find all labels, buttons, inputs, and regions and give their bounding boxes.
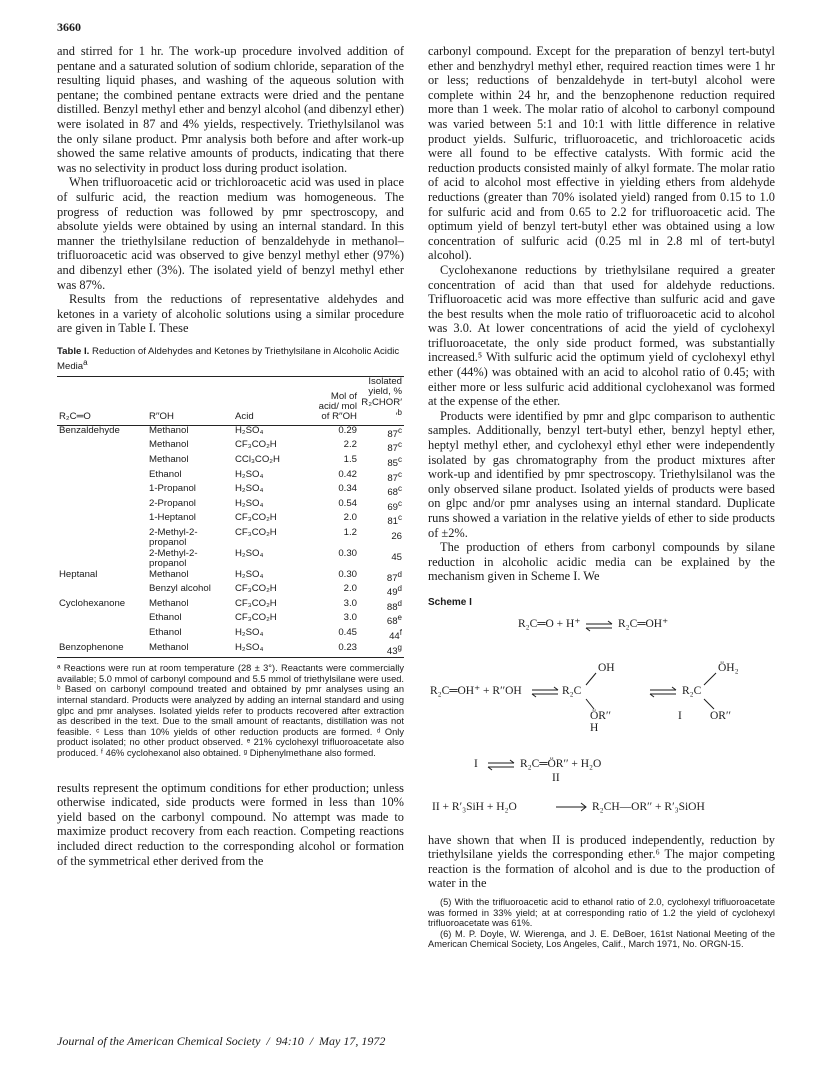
cell-alcohol-text: 2-Methyl-2-propanol: [149, 547, 198, 570]
scheme-intermediate-label: I: [678, 709, 682, 722]
cell-yield: [359, 470, 404, 485]
cell-acid-text: H₂SO₄: [235, 627, 264, 639]
cell-ratio: [307, 584, 359, 599]
column-header-alcohol: R′′OH: [147, 377, 233, 425]
bond-line: [704, 699, 714, 709]
cell-yield: [359, 549, 404, 570]
cell-acid: [233, 613, 307, 628]
page-number: 3660: [57, 20, 81, 34]
cell-ratio: [307, 425, 359, 440]
cell-alcohol: [147, 425, 233, 440]
scheme-eq4-left: II + R′₃SiH + H₂O: [432, 800, 517, 813]
table-row: [57, 643, 404, 658]
cell-ratio: [307, 528, 359, 549]
cell-yield-text: 49: [386, 587, 398, 599]
table-row: [57, 499, 404, 514]
bond-line: [586, 673, 596, 685]
column-header-yield: [359, 377, 404, 425]
scheme-eq2-or: ÖR′′: [590, 709, 612, 722]
cell-carbonyl: [57, 440, 147, 455]
journal-footer: Journal of the American Chemical Society / 94:10 / May 17, 1972: [57, 1034, 386, 1048]
cell-acid-text: CF₃CO₂H: [235, 583, 277, 595]
scheme-eq3-right: R₂C═ÖR′′ + H₂O: [520, 757, 602, 770]
table-row: [57, 584, 404, 599]
cell-alcohol-text: 1-Propanol: [149, 483, 196, 495]
cell-carbonyl: [57, 549, 147, 570]
cell-yield: [359, 425, 404, 440]
results-table: [57, 376, 404, 658]
cell-alcohol-text: Methanol: [149, 454, 189, 466]
cell-alcohol-text: Methanol: [149, 568, 189, 580]
scheme-eq3-left: I: [474, 757, 478, 770]
cell-carbonyl: [57, 470, 147, 485]
cell-ratio-text: 0.42: [338, 468, 357, 480]
cell-yield: [359, 528, 404, 549]
cell-carbonyl-text: Benzophenone: [59, 641, 124, 653]
cell-carbonyl-text: Heptanal: [59, 568, 98, 580]
cell-acid-text: CF₃CO₂H: [235, 512, 277, 524]
left-column: [57, 44, 404, 868]
body-paragraph: and stirred for 1 hr. The work-up procedure involved addition of pentane and a saturated solution of sodium chloride, separation of the resulting liquid phases, and washing of the aqueous solution with pentane; the combined pentane extracts were dried and the pentane distilled. Benzyl methyl ether and benzyl alcohol (and dibenzyl ether) were isolated in 87 and 4% yields, respectively. Triethylsilanol was the only silane product. Pmr analysis both before and after work-up showed the same relative amounts of products, indicating that there was no selectivity in product loss during product isolation.: [57, 44, 404, 175]
cell-yield-text: 45: [391, 552, 402, 564]
body-paragraph: The production of ethers from carbonyl compounds by silane reduction in alcoholic acidic media can be explained by the mechanism given in Scheme I. We: [428, 540, 775, 584]
yield-footnote-marker: d: [397, 598, 402, 608]
yield-footnote-marker: c: [398, 469, 402, 479]
cell-yield-text: 43: [386, 645, 398, 657]
cell-acid-text: CCl₃CO₂H: [235, 454, 280, 466]
scheme-eq2-left: R₂C═OH⁺ + R′′OH: [430, 684, 522, 697]
reference-5: (5) With the trifluoroacetic acid to ethanol ratio of 2.0, cyclohexyl trifluoroacetate was formed in 33% yield; at at corresponding ratio of 1.2 the yield of cyclohexyl trifluoroacetate was 61%.: [428, 896, 775, 929]
cell-acid-text: H₂SO₄: [235, 568, 264, 580]
cell-yield: [359, 455, 404, 470]
yield-footnote-marker: c: [398, 513, 402, 523]
cell-ratio: [307, 455, 359, 470]
cell-carbonyl: [57, 499, 147, 514]
cell-yield-text: 26: [391, 531, 402, 543]
cell-yield-text: 85: [387, 458, 398, 470]
cell-alcohol-text: Benzyl alcohol: [149, 583, 211, 595]
table-row: [57, 613, 404, 628]
cell-carbonyl: [57, 584, 147, 599]
yield-footnote-marker: e: [397, 613, 402, 623]
cell-yield: [359, 628, 404, 643]
bond-line: [704, 673, 716, 685]
cell-yield: [359, 570, 404, 585]
cell-ratio: [307, 628, 359, 643]
cell-yield: [359, 440, 404, 455]
table-caption-text: Reduction of Aldehydes and Ketones by Triethylsilane in Alcoholic Acidic Media: [57, 345, 400, 373]
cell-acid-text: H₂SO₄: [235, 468, 264, 480]
cell-alcohol: [147, 484, 233, 499]
scheme-eq2-h: H: [590, 721, 599, 734]
cell-alcohol: [147, 584, 233, 599]
reaction-scheme: [428, 611, 775, 881]
body-paragraph: carbonyl compound. Except for the preparation of benzyl tert-butyl ether and benzhydryl methyl ether, required reaction times were 1 hr or less; reductions of benzaldehyde in tert-butyl alcohol were complete within 24 hr, and the benzophenone reduction required more than 1 week. The molar ratio of alcohol to carbonyl compound was varied between 5:1 and 10:1 with little difference in relative product yields. Sulfuric, trifluoroacetic, and trichloroacetic acids were all found to be effective catalysts. With formic acid the reduction products consisted mainly of alkyl formate. The molar ratio of acid to alcohol most effective in yielding ethers from aldehyde reductions (greater than 70% isolated yield) ranged from 0.15 to 1.0 for sulfuric acid and from 0.65 to 2.2 for trifluoroacetic acid. The optimum yield of benzyl tert-butyl ether was obtained using a low concentration of sulfuric acid (0.25 ml in 2.8 ml of tert-butyl alcohol).: [428, 44, 775, 263]
yield-footnote-marker: c: [398, 425, 402, 435]
cell-acid: [233, 628, 307, 643]
cell-alcohol: [147, 455, 233, 470]
column-header-acid: Acid: [233, 377, 307, 425]
cell-carbonyl-text: Cyclohexanone: [59, 597, 126, 609]
cell-ratio-text: 2.0: [343, 512, 357, 524]
cell-ratio: [307, 499, 359, 514]
cell-alcohol: [147, 549, 233, 570]
cell-acid-text: H₂SO₄: [235, 547, 264, 559]
cell-ratio: [307, 599, 359, 614]
column-header-ratio: Mol of acid/ mol of R′′OH: [307, 377, 359, 425]
cell-acid: [233, 570, 307, 585]
cell-alcohol: [147, 570, 233, 585]
cell-ratio-text: 3.0: [343, 597, 357, 609]
cell-alcohol: [147, 628, 233, 643]
cell-ratio-text: 0.54: [338, 497, 357, 509]
body-paragraph: When trifluoroacetic acid or trichloroacetic acid was used in place of sulfuric acid, the reaction medium was homogeneous. The progress of reduction was followed by pmr spectroscopy, and absolute yields were obtained by using an internal standard. In this manner the triethylsilane reduction of benzaldehyde in methanol–trifluoroacetic acid was observed to give benzyl methyl ether (97%) and dibenzyl ether (3%). The isolated yield of benzyl methyl ether was 87%.: [57, 175, 404, 292]
cell-ratio-text: 1.2: [343, 527, 357, 539]
cell-ratio: [307, 484, 359, 499]
cell-alcohol: [147, 513, 233, 528]
cell-ratio: [307, 613, 359, 628]
yield-footnote-marker: c: [398, 455, 402, 465]
cell-acid: [233, 643, 307, 658]
cell-yield: [359, 613, 404, 628]
cell-yield: [359, 484, 404, 499]
yield-footnote-marker: c: [398, 498, 402, 508]
cell-yield: [359, 643, 404, 658]
cell-ratio-text: 2.0: [343, 583, 357, 595]
cell-ratio-text: 0.23: [338, 641, 357, 653]
cell-yield: [359, 599, 404, 614]
cell-ratio: [307, 440, 359, 455]
cell-alcohol-text: 2-Methyl-2-propanol: [149, 527, 198, 549]
yield-footnote-marker: c: [398, 440, 402, 450]
cell-alcohol: [147, 499, 233, 514]
cell-acid: [233, 440, 307, 455]
cell-carbonyl: [57, 455, 147, 470]
cell-carbonyl: [57, 643, 147, 658]
cell-yield-text: 68: [386, 616, 398, 628]
scheme-eq2-or-right: OR′′: [710, 709, 732, 722]
table-row: [57, 528, 404, 549]
bond-line: [586, 699, 594, 709]
yield-footnote-marker: c: [398, 484, 402, 494]
references: [428, 897, 775, 950]
cell-acid: [233, 484, 307, 499]
cell-yield-text: 68: [387, 487, 398, 499]
cell-yield-text: 69: [387, 502, 398, 514]
body-paragraph: Results from the reductions of representative aldehydes and ketones in a variety of alcoholic solutions using a similar procedure are given in Table I. These: [57, 292, 404, 336]
body-paragraph: Cyclohexanone reductions by triethylsilane required a greater concentration of acid than that used for aldehyde reductions. Trifluoroacetic acid was more effective than sulfuric acid and gave the best results when the mole ratio of trifluoroacetic acid to alcohol was 3.0. At lower concentrations of acid the yield of cyclohexyl trifluoroacetate, the only side product formed, was substantially increased.⁵ With sulfuric acid the optimum yield of cyclohexyl ethyl ether (44%) was obtained with an acid to alcohol ratio of 0.45; with either more or less sulfuric acid additional cyclohexanol was formed at the expense of the ether.: [428, 262, 775, 409]
cell-ratio-text: 1.5: [343, 454, 357, 466]
scheme-eq2-carbon: R₂C: [562, 684, 582, 697]
cell-alcohol-text: Methanol: [149, 641, 189, 653]
cell-alcohol: [147, 643, 233, 658]
cell-yield: [359, 499, 404, 514]
table-row: [57, 513, 404, 528]
cell-carbonyl: [57, 425, 147, 440]
scheme-eq2-oh2: ÖH₂: [718, 661, 739, 674]
table-row: [57, 628, 404, 643]
cell-acid-text: H₂SO₄: [235, 424, 264, 436]
cell-carbonyl: [57, 570, 147, 585]
scheme-eq2-carbon-right: R₂C: [682, 684, 702, 697]
cell-alcohol-text: Ethanol: [149, 612, 182, 624]
cell-ratio-text: 0.30: [338, 547, 357, 559]
cell-yield: [359, 584, 404, 599]
table-row: [57, 455, 404, 470]
table-row: [57, 425, 404, 440]
cell-alcohol-text: 1-Heptanol: [149, 512, 196, 524]
cell-ratio: [307, 513, 359, 528]
cell-yield-text: 87: [387, 443, 398, 455]
cell-carbonyl: [57, 484, 147, 499]
body-paragraph: Products were identified by pmr and glpc comparison to authentic samples. Additionally, benzyl tert-butyl ether, benzyl heptyl ether, heptyl methyl ether, and cyclohexyl ethyl ether were independently isolated by gas chromatography from the product mixtures after work-up and identified by pmr spectroscopy. Triethylsilanol was the only observed silane product. Isolated yields of products were based on glpc and/or pmr analyses using an internal standard. Duplicate runs showed a variation in the relative yields of ether to side products of ±2%.: [428, 408, 775, 540]
cell-acid-text: CF₃CO₂H: [235, 597, 277, 609]
cell-ratio-text: 3.0: [343, 612, 357, 624]
cell-ratio-text: 0.30: [338, 568, 357, 580]
cell-acid-text: H₂SO₄: [235, 641, 264, 653]
scheme-eq2-oh: OH: [598, 661, 615, 674]
cell-ratio: [307, 470, 359, 485]
table-caption-footnote-marker: a: [83, 357, 88, 367]
table-row: [57, 549, 404, 570]
column-header-yield-marker: b: [397, 408, 402, 418]
cell-alcohol-text: Ethanol: [149, 627, 182, 639]
column-header-yield-text: Isolated yield, % R₂CHOR′′: [361, 376, 402, 423]
cell-alcohol: [147, 528, 233, 549]
cell-ratio-text: 0.34: [338, 483, 357, 495]
table-caption-label: Table I.: [57, 345, 90, 357]
scheme-eq1-left: R₂C═O + H⁺: [518, 617, 581, 630]
cell-acid: [233, 528, 307, 549]
scheme-arrows: [428, 611, 775, 881]
cell-yield-text: 87: [387, 429, 398, 441]
table-caption: [57, 346, 404, 372]
cell-acid: [233, 470, 307, 485]
yield-footnote-marker: g: [397, 642, 402, 652]
table-footnotes: ᵃ Reactions were run at room temperature (28 ± 3°). Reactants were commercially available; 5.0 mmol of carbonyl compound and 5.5 mmol of triethylsilane were used. ᵇ Based on carbonyl compound treated and obtained by pmr analyses using an internal standard. Products were analyzed by adding an internal standard and using glpc and pmr analyses. Isolated yields refer to products recovered after extraction as described in the text. Due to the small amount of reactants, distillation was not feasible. ᶜ Less than 10% yields of other reduction products are formed. ᵈ Only product isolated; no other product observed. ᵉ 21% cyclohexyl trifluoroacetate also produced. ᶠ 46% cyclohexanol also obtained. ᵍ Diphenylmethane also formed.: [57, 663, 404, 758]
cell-alcohol: [147, 613, 233, 628]
cell-acid: [233, 499, 307, 514]
cell-ratio-text: 0.29: [338, 424, 357, 436]
cell-ratio-text: 0.45: [338, 627, 357, 639]
cell-alcohol-text: Methanol: [149, 597, 189, 609]
cell-alcohol-text: Methanol: [149, 424, 189, 436]
cell-yield-text: 87: [386, 572, 398, 584]
cell-yield-text: 44: [389, 631, 400, 643]
yield-footnote-marker: d: [397, 569, 402, 579]
table-row: [57, 484, 404, 499]
cell-ratio: [307, 549, 359, 570]
table-row: [57, 570, 404, 585]
body-paragraph: have shown that when II is produced independently, reduction by triethylsilane yields the corresponding ether.⁶ The major competing reaction is the formation of alcohol and is due to the production of water in the: [428, 832, 775, 891]
cell-carbonyl: [57, 613, 147, 628]
cell-ratio: [307, 570, 359, 585]
cell-yield-text: 88: [386, 602, 398, 614]
cell-alcohol-text: Ethanol: [149, 468, 182, 480]
table-body: [57, 425, 404, 657]
cell-carbonyl: [57, 599, 147, 614]
cell-ratio: [307, 643, 359, 658]
table-row: [57, 599, 404, 614]
yield-footnote-marker: d: [397, 584, 402, 594]
cell-acid-text: CF₃CO₂H: [235, 439, 277, 451]
cell-acid: [233, 584, 307, 599]
cell-alcohol-text: 2-Propanol: [149, 497, 196, 509]
cell-yield-text: 81: [387, 516, 398, 528]
cell-carbonyl: [57, 628, 147, 643]
cell-acid-text: H₂SO₄: [235, 497, 264, 509]
scheme-title: Scheme I: [428, 596, 472, 608]
cell-alcohol-text: Methanol: [149, 439, 189, 451]
yield-footnote-marker: f: [399, 628, 402, 638]
body-paragraph: results represent the optimum conditions for ether production; unless otherwise indicated, side products were formed in less than 10% yield based on the carbonyl compound. No attempt was made to maximize product recovery from each reaction. Competing reactions included direct reduction to the corresponding alcohol or formation of the symmetrical ether derived from the: [57, 780, 404, 868]
cell-alcohol: [147, 440, 233, 455]
cell-carbonyl: [57, 528, 147, 549]
scheme-intermediate-label: II: [552, 771, 560, 784]
scheme-eq1-right: R₂C═OH⁺: [618, 617, 669, 630]
cell-acid: [233, 425, 307, 440]
cell-acid: [233, 549, 307, 570]
cell-acid: [233, 455, 307, 470]
cell-carbonyl: [57, 513, 147, 528]
cell-alcohol: [147, 470, 233, 485]
cell-alcohol: [147, 599, 233, 614]
reference-6: (6) M. P. Doyle, W. Wierenga, and J. E. DeBoer, 161st National Meeting of the American Chemical Society, Los Angeles, Calif., March 1971, No. ORGN-15.: [428, 928, 775, 950]
cell-ratio-text: 2.2: [343, 439, 357, 451]
right-column: [428, 44, 775, 950]
cell-carbonyl-text: Benzaldehyde: [59, 424, 120, 436]
cell-acid: [233, 513, 307, 528]
cell-acid-text: CF₃CO₂H: [235, 527, 277, 539]
cell-yield-text: 87: [387, 472, 398, 484]
cell-acid: [233, 599, 307, 614]
table-row: [57, 440, 404, 455]
scheme-eq4-right: R₂CH—OR′′ + R′₃SiOH: [592, 800, 705, 813]
column-header-carbonyl: R₂C═O: [57, 377, 147, 425]
cell-acid-text: CF₃CO₂H: [235, 612, 277, 624]
cell-acid-text: H₂SO₄: [235, 483, 264, 495]
cell-yield: [359, 513, 404, 528]
table-row: [57, 470, 404, 485]
